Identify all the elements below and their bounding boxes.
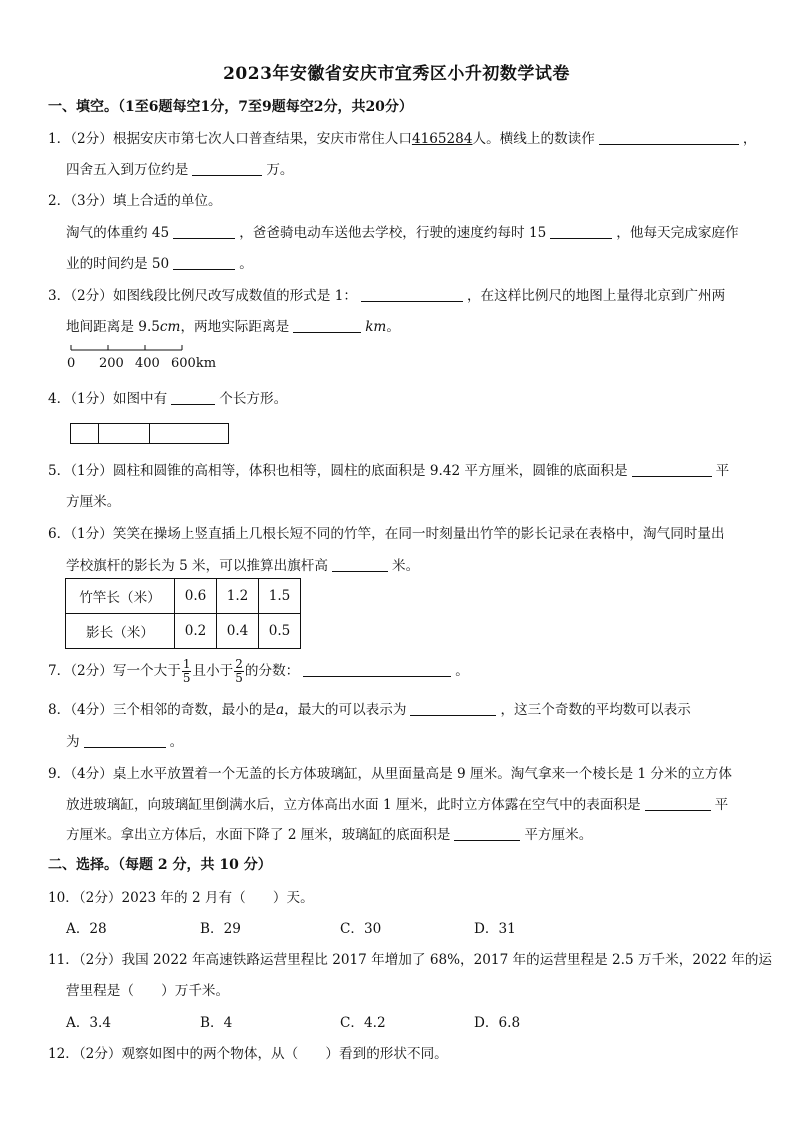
page-title: 2023年安徽省安庆市宜秀区小升初数学试卷 [223,64,570,84]
rectangle-figure [70,423,229,444]
section-heading-fill-in: 一、填空。（1至6题每空1分，7至9题每空2分，共20分） [48,99,413,115]
question-8-line-2: 为 。 [66,734,184,750]
section-heading-choice: 二、选择。（每题 2 分，共 10 分） [48,857,272,873]
table-cell: 0.2 [175,614,217,649]
question-6-line-2: 学校旗杆的影长为 5 米，可以推算出旗杆高 米。 [66,558,420,574]
option-a[interactable]: A．28 [66,921,107,937]
shadow-table [65,578,301,649]
option-a[interactable]: A．3.4 [66,1015,112,1031]
question-5-line-1: 5．（1分）圆柱和圆锥的高相等，体积也相等，圆柱的底面积是 9.42 平方厘米，圆锥的底面积是 平 [48,463,730,479]
answer-blank[interactable] [332,557,388,572]
table-header-cell: 竹竿长（米） [66,579,175,614]
option-c[interactable]: C．4.2 [340,1015,386,1031]
answer-blank[interactable] [410,701,496,716]
table-header-cell: 影长（米） [66,614,175,649]
answer-blank[interactable] [645,796,711,811]
table-cell: 0.4 [217,614,259,649]
answer-blank[interactable] [171,390,215,405]
option-b[interactable]: B．4 [200,1015,233,1031]
question-9-line-3: 方厘米。拿出立方体后，水面下降了 2 厘米，玻璃缸的底面积是 平方厘米。 [66,827,593,843]
question-1-line-2: 四舍五入到万位约是 万。 [66,162,294,178]
answer-blank[interactable] [599,130,739,145]
option-b[interactable]: B．29 [200,921,241,937]
table-cell: 1.5 [259,579,301,614]
question-2-line-1: 2．（3分）填上合适的单位。 [48,193,222,209]
table-cell: 0.6 [175,579,217,614]
question-12-line-1: 12．（2分）观察如图中的两个物体，从（ ）看到的形状不同。 [48,1046,448,1062]
question-2-line-3: 业的时间约是 50 。 [66,256,253,272]
answer-blank[interactable] [192,161,262,176]
table-cell: 1.2 [217,579,259,614]
question-8-line-1: 8．（4分）三个相邻的奇数，最小的是a，最大的可以表示为 ，这三个奇数的平均数可以表示 [48,702,691,718]
question-3-line-2: 地间距离是 9.5cm，两地实际距离是 km。 [66,319,400,335]
fraction-two-fifths: $\frac{2}{5}$ [235,657,243,685]
question-7-line-1: 7．（2分）写一个大于 $\frac{1}{5}$ 且小于 $\frac{2}{5}$ 的分数： 。 [48,657,469,685]
question-5-line-2: 方厘米。 [66,494,121,510]
population-number: 4165284 [411,131,473,147]
answer-blank[interactable] [293,318,361,333]
question-9-line-1: 9．（4分）桌上水平放置着一个无盖的长方体玻璃缸，从里面量高是 9 厘米。淘气拿来一个棱长是 1 分米的立方体 [48,766,732,782]
answer-blank[interactable] [303,662,451,677]
line-scale-bar [70,344,190,356]
table-row [66,614,301,649]
question-3-line-1: 3．（2分）如图线段比例尺改写成数值的形式是 1： ，在这样比例尺的地图上量得北京到广州两 [48,288,726,304]
scale-label: 400 [135,356,160,371]
answer-blank[interactable] [550,224,612,239]
table-row [66,579,301,614]
question-4-line-1: 4．（1分）如图中有 个长方形。 [48,391,288,407]
question-2-line-2: 淘气的体重约 45 ，爸爸骑电动车送他去学校，行驶的速度约每时 15 ，他每天完成家庭作 [66,225,739,241]
answer-blank[interactable] [173,255,235,270]
scale-label: 0 [67,356,76,371]
scale-label: 200 [99,356,124,371]
question-10-line-1: 10．（2分）2023 年的 2 月有（ ）天。 [48,890,314,906]
question-11-line-1: 11．（2分）我国 2022 年高速铁路运营里程比 2017 年增加了 68%，2017 年的运营里程是 2.5 万千米，2022 年的运 [48,952,773,968]
option-c[interactable]: C．30 [340,921,382,937]
answer-blank[interactable] [454,826,520,841]
scale-label: 600km [171,356,217,371]
answer-blank[interactable] [173,224,235,239]
fraction-one-fifth: $\frac{1}{5}$ [182,657,191,685]
question-6-line-1: 6．（1分）笑笑在操场上竖直插上几根长短不同的竹竿，在同一时刻量出竹竿的影长记录在表格中，淘气同时量出 [48,526,725,542]
answer-blank[interactable] [632,462,712,477]
table-cell: 0.5 [259,614,301,649]
answer-blank[interactable] [84,733,166,748]
question-11-line-2: 营里程是（ ）万千米。 [66,983,230,999]
question-9-line-2: 放进玻璃缸，向玻璃缸里倒满水后，立方体高出水面 1 厘米，此时立方体露在空气中的表面积是 平 [66,797,729,813]
answer-blank[interactable] [361,287,463,302]
option-d[interactable]: D．31 [474,921,516,937]
option-d[interactable]: D．6.8 [474,1015,521,1031]
question-1-line-1: 1．（2分）根据安庆市第七次人口普查结果，安庆市常住人口4165284人。横线上的数读作 ， [48,131,757,147]
